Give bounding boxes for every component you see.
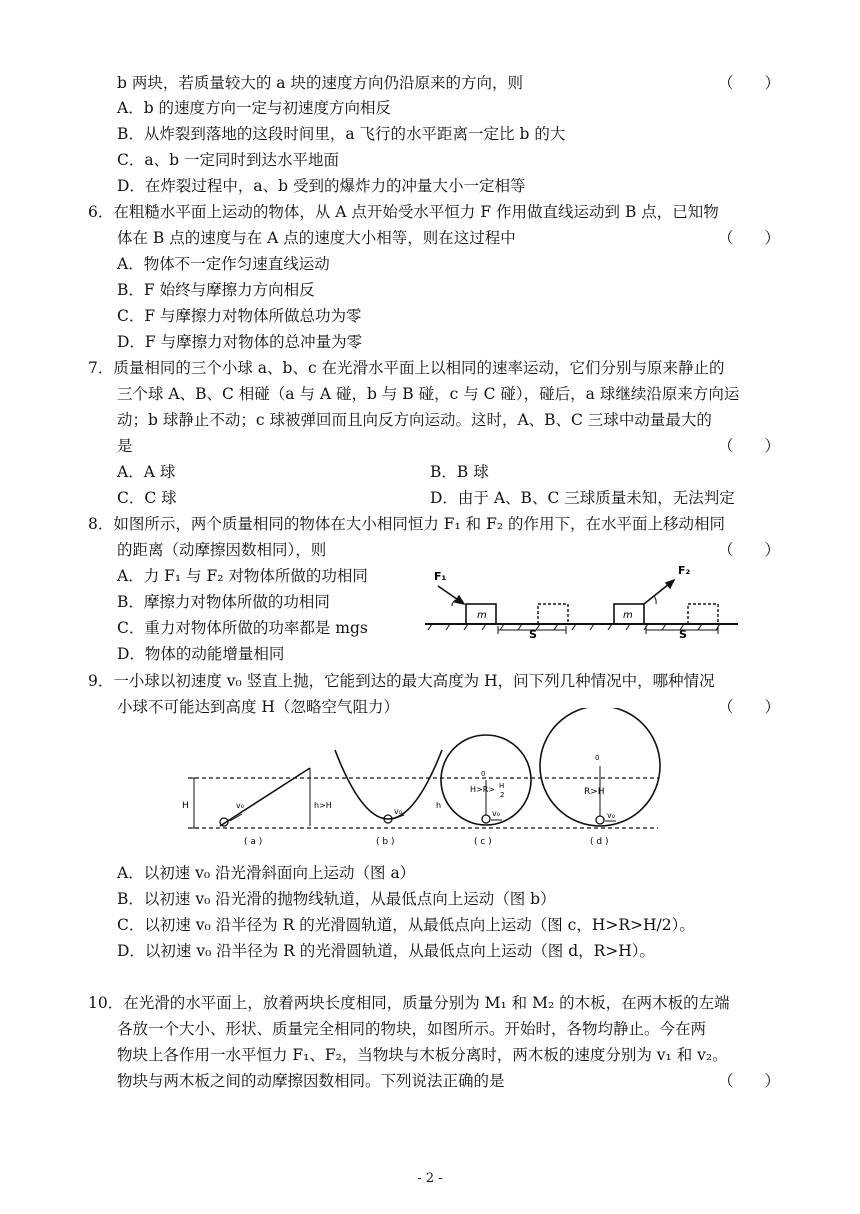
q9-fig-label-b: ( b ) bbox=[376, 837, 395, 847]
q7-line-4: 是 bbox=[117, 437, 133, 455]
q6-option-c: C．F 与摩擦力对物体所做总功为零 bbox=[117, 307, 362, 325]
q9-line-1: 9．一小球以初速度 v₀ 竖直上抛，它能到达的最大高度为 H，问下列几种情况中，哪种情况 bbox=[88, 672, 715, 690]
q7-option-a: A．A 球 bbox=[117, 463, 176, 481]
q5-option-b: B．从炸裂到落地的这段时间里，a 飞行的水平距离一定比 b 的大 bbox=[117, 125, 566, 143]
q9-figure bbox=[180, 708, 670, 858]
q9-line-2: 小球不可能达到高度 H（忽略空气阻力） bbox=[117, 698, 399, 716]
q5-paren: （ ） bbox=[718, 74, 781, 92]
q7-line-3: 动；b 球静止不动；c 球被弹回而且向反方向运动。这时，A、B、C 三球中动量最大的 bbox=[117, 411, 712, 429]
q8-paren: （ ） bbox=[718, 541, 781, 559]
q10-line-3: 物块上各作用一水平恒力 F₁、F₂，当物块与木板分离时，两木板的速度分别为 v₁ 和 v₂。 bbox=[117, 1046, 728, 1064]
q9-fig-v0-b: v₀ bbox=[394, 807, 402, 816]
q6-line-1: 6．在粗糙水平面上运动的物体，从 A 点开始受水平恒力 F 作用做直线运动到 B 点，已知物 bbox=[88, 203, 719, 221]
q10-line-1: 10．在光滑的水平面上，放着两块长度相同，质量分别为 M₁ 和 M₂ 的木板，在两木板的左端 bbox=[88, 994, 730, 1012]
q9-fig-d-zero: 0 bbox=[595, 754, 600, 762]
q8-fig-mass-2: m bbox=[623, 610, 633, 621]
q9-fig-c-half-num: H bbox=[499, 782, 505, 790]
q7-option-c: C．C 球 bbox=[117, 489, 177, 507]
q8-option-d: D．物体的动能增量相同 bbox=[117, 645, 285, 663]
q9-fig-label-c: ( c ) bbox=[474, 837, 492, 847]
q8-option-c: C．重力对物体所做的功率都是 mgs bbox=[117, 619, 368, 637]
q6-line-2: 体在 B 点的速度与在 A 点的速度大小相等，则在这过程中 bbox=[117, 229, 516, 247]
q9-fig-h-label: H bbox=[182, 801, 189, 811]
q9-paren: （ ） bbox=[718, 698, 781, 716]
q8-fig-s-1: S bbox=[529, 628, 537, 640]
q9-option-c: C．以初速 v₀ 沿半径为 R 的光滑圆轨道，从最低点向上运动（图 c，H>R>H/2）。 bbox=[117, 916, 695, 934]
q5-cont: b 两块，若质量较大的 a 块的速度方向仍沿原来的方向，则 bbox=[117, 74, 523, 92]
q9-fig-c-cond: H>R> bbox=[470, 785, 495, 794]
q9-fig-d-cond: R>H bbox=[584, 787, 605, 797]
q9-fig-v0-d: v₀ bbox=[607, 811, 615, 820]
q9-option-b: B．以初速 v₀ 沿光滑的抛物线轨道，从最低点向上运动（图 b） bbox=[117, 890, 556, 908]
q9-fig-h-b: h bbox=[436, 801, 442, 810]
q10-line-2: 各放一个大小、形状、质量完全相同的物块，如图所示。开始时，各物均静止。今在两 bbox=[117, 1020, 707, 1038]
q7-paren: （ ） bbox=[718, 437, 781, 455]
q10-paren: （ ） bbox=[718, 1072, 781, 1090]
q9-fig-v0-c: v₀ bbox=[492, 809, 500, 818]
q9-option-d: D．以初速 v₀ 沿半径为 R 的光滑圆轨道，从最低点向上运动（图 d，R>H）。 bbox=[117, 942, 656, 960]
q7-line-2: 三个球 A、B、C 相碰（a 与 A 碰，b 与 B 碰，c 与 C 碰），碰后，a 球继续沿原来方向运 bbox=[117, 385, 740, 403]
q6-option-a: A．物体不一定作匀速直线运动 bbox=[117, 255, 330, 273]
q6-option-d: D．F 与摩擦力对物体的总冲量为零 bbox=[117, 333, 363, 351]
q5-option-d: D．在炸裂过程中，a、b 受到的爆炸力的冲量大小一定相等 bbox=[117, 177, 526, 195]
q8-fig-f1: F₁ bbox=[434, 570, 447, 583]
q9-fig-c-half-den: 2 bbox=[500, 791, 505, 799]
q9-fig-c-zero: 0 bbox=[481, 770, 486, 778]
q8-fig-s-2: S bbox=[679, 628, 687, 640]
q7-option-d: D．由于 A、B、C 三球质量未知，无法判定 bbox=[430, 489, 735, 507]
q8-figure bbox=[420, 560, 740, 640]
q5-option-c: C．a、b 一定同时到达水平地面 bbox=[117, 151, 339, 169]
q8-option-a: A．力 F₁ 与 F₂ 对物体所做的功相同 bbox=[117, 567, 368, 585]
page-number: - 2 - bbox=[417, 1171, 443, 1186]
q6-paren: （ ） bbox=[718, 229, 781, 247]
q9-fig-label-a: ( a ) bbox=[244, 837, 263, 847]
q9-fig-h-gt-h: h>H bbox=[314, 801, 332, 810]
q10-line-4: 物块与两木板之间的动摩擦因数相同。下列说法正确的是 bbox=[117, 1072, 505, 1090]
q5-option-a: A．b 的速度方向一定与初速度方向相反 bbox=[117, 99, 392, 117]
q8-fig-mass-1: m bbox=[477, 610, 487, 621]
q7-option-b: B．B 球 bbox=[430, 463, 489, 481]
q8-fig-f2: F₂ bbox=[678, 564, 691, 577]
q7-line-1: 7．质量相同的三个小球 a、b、c 在光滑水平面上以相同的速率运动，它们分别与原来静止的 bbox=[88, 359, 725, 377]
q9-fig-v0-a: v₀ bbox=[236, 801, 244, 810]
q8-option-b: B．摩擦力对物体所做的功相同 bbox=[117, 593, 330, 611]
q9-fig-label-d: ( d ) bbox=[590, 837, 609, 847]
q8-line-2: 的距离（动摩擦因数相同），则 bbox=[117, 541, 327, 559]
q8-line-1: 8．如图所示，两个质量相同的物体在大小相同恒力 F₁ 和 F₂ 的作用下，在水平面上移动相同 bbox=[88, 515, 726, 533]
q9-option-a: A．以初速 v₀ 沿光滑斜面向上运动（图 a） bbox=[117, 864, 416, 882]
q6-option-b: B．F 始终与摩擦力方向相反 bbox=[117, 281, 315, 299]
